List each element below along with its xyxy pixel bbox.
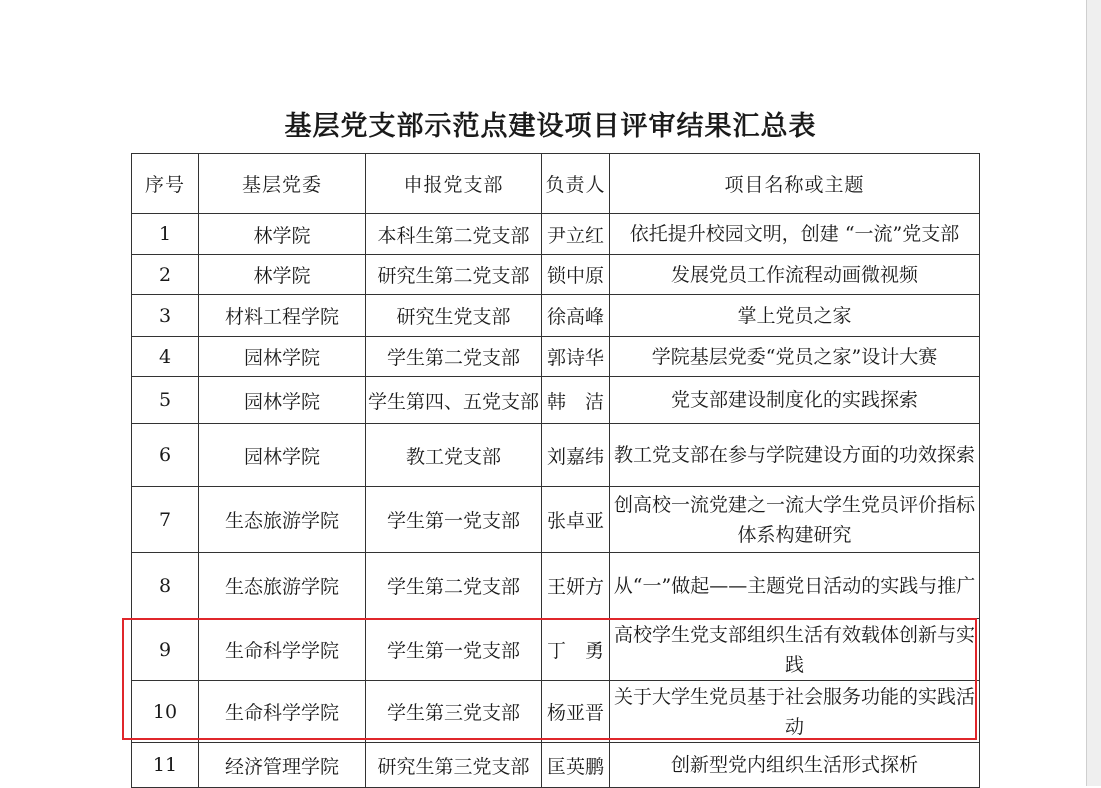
table-row [132,743,980,788]
cell-leader: 刘嘉纬 [542,424,610,487]
cell-project: 关于大学生党员基于社会服务功能的实践活动 [610,681,980,743]
cell-index: 1 [132,214,199,255]
document-title: 基层党支部示范点建设项目评审结果汇总表 [284,111,817,142]
cell-index: 3 [132,295,199,337]
cell-branch: 教工党支部 [366,424,542,487]
cell-project: 掌上党员之家 [610,295,980,337]
table-row [132,487,980,553]
cell-project: 从“一”做起——主题党日活动的实践与推广 [610,553,980,619]
cell-branch: 学生第一党支部 [366,487,542,553]
cell-committee: 园林学院 [199,377,366,424]
cell-committee: 生态旅游学院 [199,487,366,553]
table-row [132,424,980,487]
cell-project: 依托提升校园文明，创建 “一流”党支部 [610,214,980,255]
header-leader: 负责人 [542,154,610,214]
cell-leader: 韩 洁 [542,377,610,424]
cell-project: 高校学生党支部组织生活有效载体创新与实践 [610,619,980,681]
cell-leader: 张卓亚 [542,487,610,553]
cell-branch: 研究生第二党支部 [366,255,542,295]
cell-committee: 林学院 [199,255,366,295]
cell-index: 5 [132,377,199,424]
table-row [132,337,980,377]
table-row [132,681,980,743]
cell-committee: 园林学院 [199,337,366,377]
cell-project: 学院基层党委“党员之家”设计大赛 [610,337,980,377]
cell-leader: 丁 勇 [542,619,610,681]
cell-branch: 本科生第二党支部 [366,214,542,255]
cell-index: 6 [132,424,199,487]
cell-index: 2 [132,255,199,295]
table-row [132,619,980,681]
cell-index: 9 [132,619,199,681]
cell-index: 10 [132,681,199,743]
cell-branch: 学生第二党支部 [366,337,542,377]
cell-committee: 生态旅游学院 [199,553,366,619]
header-branch: 申报党支部 [366,154,542,214]
cell-index: 7 [132,487,199,553]
table-row [132,377,980,424]
cell-committee: 材料工程学院 [199,295,366,337]
cell-committee: 林学院 [199,214,366,255]
cell-leader: 匡英鹏 [542,743,610,788]
table-row [132,553,980,619]
cell-leader: 王妍方 [542,553,610,619]
table-header-row [132,154,980,214]
table-row [132,214,980,255]
header-project: 项目名称或主题 [610,154,980,214]
cell-branch: 学生第三党支部 [366,681,542,743]
cell-leader: 锁中原 [542,255,610,295]
cell-leader: 杨亚晋 [542,681,610,743]
cell-branch: 研究生党支部 [366,295,542,337]
cell-project: 教工党支部在参与学院建设方面的功效探索 [610,424,980,487]
results-table [131,153,980,788]
cell-leader: 尹立红 [542,214,610,255]
cell-index: 11 [132,743,199,788]
cell-index: 8 [132,553,199,619]
cell-project: 发展党员工作流程动画微视频 [610,255,980,295]
cell-branch: 学生第四、五党支部 [366,377,542,424]
cell-project: 党支部建设制度化的实践探索 [610,377,980,424]
cell-project: 创高校一流党建之一流大学生党员评价指标体系构建研究 [610,487,980,553]
header-index: 序号 [132,154,199,214]
cell-leader: 徐高峰 [542,295,610,337]
table-row [132,295,980,337]
table-row [132,255,980,295]
cell-committee: 生命科学学院 [199,681,366,743]
cell-committee: 园林学院 [199,424,366,487]
cell-project: 创新型党内组织生活形式探析 [610,743,980,788]
cell-leader: 郭诗华 [542,337,610,377]
cell-branch: 研究生第三党支部 [366,743,542,788]
cell-branch: 学生第一党支部 [366,619,542,681]
cell-committee: 经济管理学院 [199,743,366,788]
cell-branch: 学生第二党支部 [366,553,542,619]
header-committee: 基层党委 [199,154,366,214]
cell-index: 4 [132,337,199,377]
cell-committee: 生命科学学院 [199,619,366,681]
